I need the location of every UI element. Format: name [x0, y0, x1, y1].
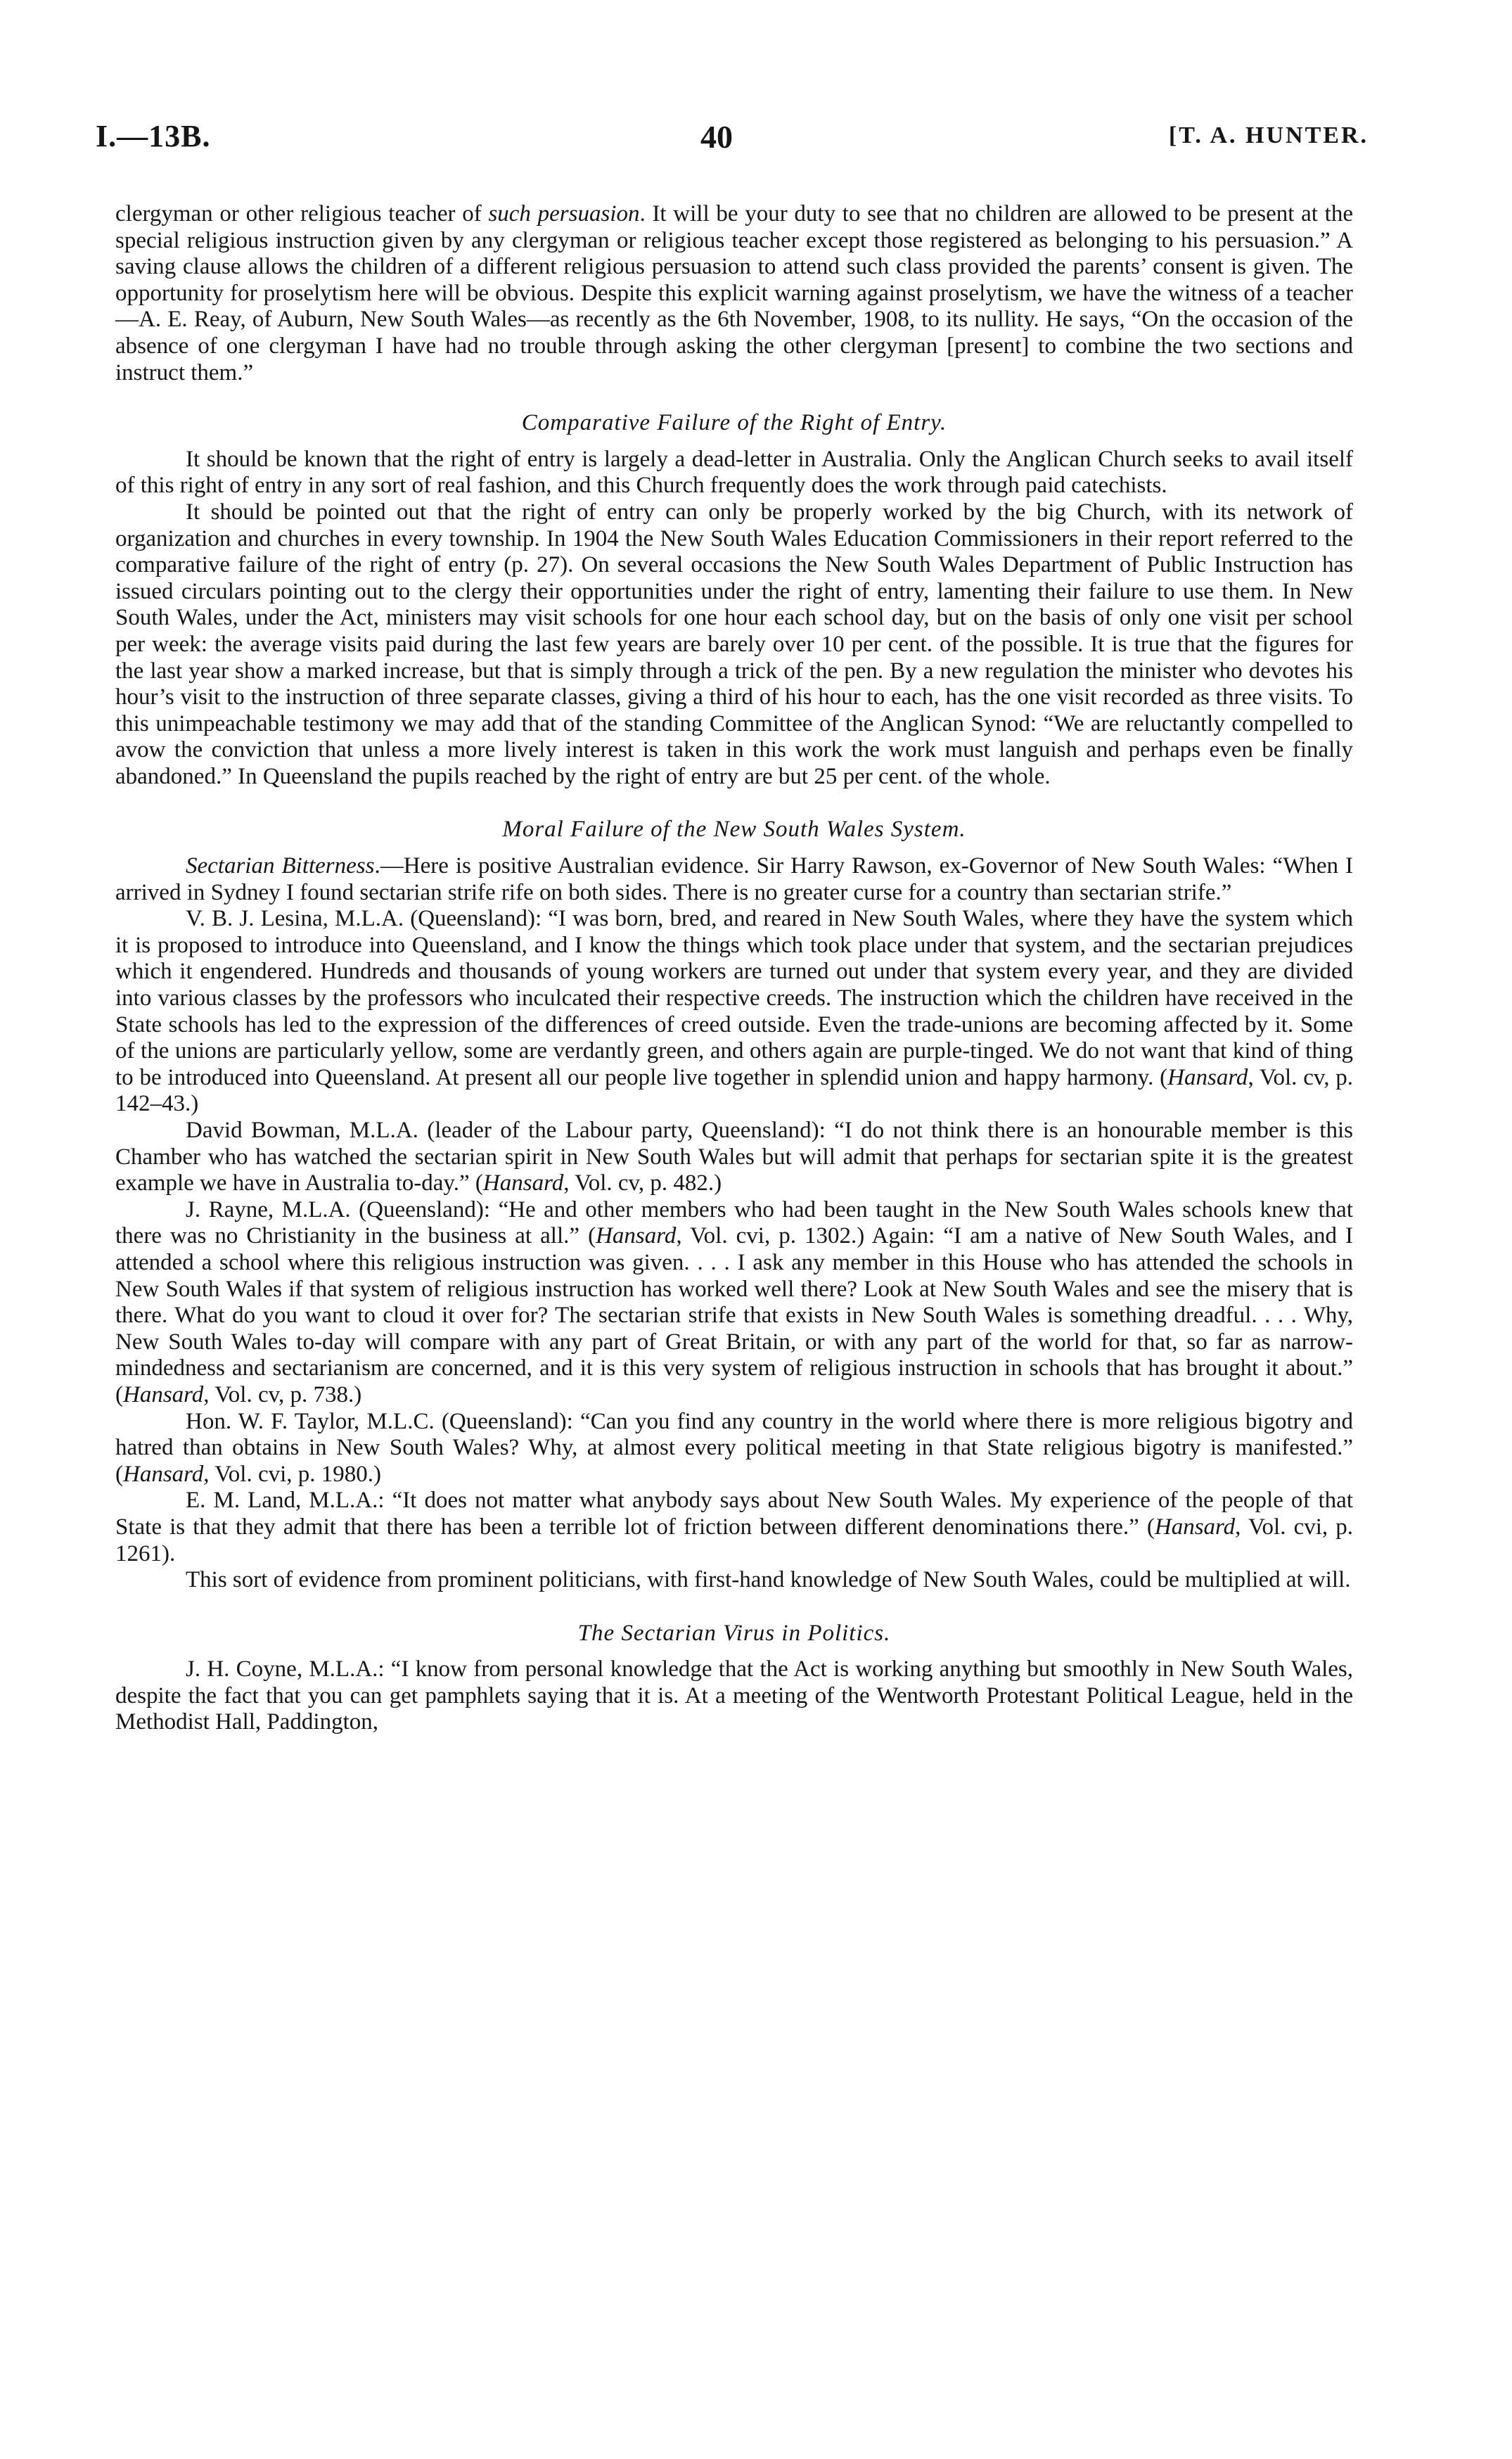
- page-header: [96, 118, 1369, 167]
- page-body: [115, 201, 1353, 1736]
- document-reference: I.—13B.: [96, 119, 211, 153]
- page-number: 40: [700, 119, 733, 155]
- paragraph: Hon. W. F. Taylor, M.L.C. (Queensland): “Can you find any country in the world where there is more religious bigotry and hatred than obtains in New South Wales? Why, at almost every political meeting in that State religious bigotry is manifested.” (Hansard, Vol. cvi, p. 1980.): [115, 1408, 1353, 1487]
- paragraph: This sort of evidence from prominent politicians, with first-hand knowledge of New South Wales, could be multiplied at will.: [186, 1567, 1351, 1593]
- paragraph: J. Rayne, M.L.A. (Queensland): “He and other members who had been taught in the New South Wales schools knew that there was no Christianity in the business at all.” (Hansard, Vol. cvi, p. 1302.) Again: “I am a native of New South Wales, and I attended a school where this religious instruction was given. . . . I ask any member in this House who has attended the schools in New South Wales if that system of religious instruction has worked well there? Look at New South Wales and see the misery that is there. What do you want to cloud it over for? The sectarian strife that exists in New South Wales is something dreadful. . . . Why, New South Wales to-day will compare with any part of Great Britain, or with any part of the world for that, so far as narrow-mindedness and sectarianism are concerned, and it is this very system of religious instruction in schools that has brought it about.” (Hansard, Vol. cv, p. 738.): [115, 1196, 1353, 1407]
- section-heading-right-of-entry: Comparative Failure of the Right of Entry.: [521, 410, 947, 436]
- paragraph: Sectarian Bitterness.—Here is positive Australian evidence. Sir Harry Rawson, ex-Governor of New South Wales: “When I arrived in Sydney I found sectarian strife rife on both sides. There is no greater curse for a country than sectarian strife.”: [115, 853, 1353, 905]
- section-heading-sectarian-virus: The Sectarian Virus in Politics.: [577, 1620, 891, 1646]
- author-name: [T. A. HUNTER.: [1168, 122, 1369, 148]
- paragraph: clergyman or other religious teacher of such persuasion. It will be your duty to see that no children are allowed to be present at the special religious instruction given by any clergyman or religious teacher except those registered as belonging to his persuasion.” A saving clause allows the children of a different religious persuasion to attend such class provided the parents’ consent is given. The opportunity for proselytism here will be obvious. Despite this explicit warning against proselytism, we have the witness of a teacher—A. E. Reay, of Auburn, New South Wales—as recently as the 6th November, 1908, to its nullity. He says, “On the occasion of the absence of one clergyman I have had no trouble through asking the other clergyman [present] to combine the two sections and instruct them.”: [115, 201, 1353, 385]
- section-heading-moral-failure: Moral Failure of the New South Wales System.: [502, 817, 966, 843]
- paragraph: E. M. Land, M.L.A.: “It does not matter what anybody says about New South Wales. My experience of the people of that State is that they admit that there has been a terrible lot of friction between different denominations there.” (Hansard, Vol. cvi, p. 1261).: [115, 1488, 1354, 1566]
- paragraph: J. H. Coyne, M.L.A.: “I know from personal knowledge that the Act is working anything but smoothly in New South Wales, despite the fact that you can get pamphlets saying that it is. At a meeting of the Wentworth Protestant Political League, held in the Methodist Hall, Paddington,: [115, 1656, 1353, 1735]
- paragraph: David Bowman, M.L.A. (leader of the Labour party, Queensland): “I do not think there is an honourable member is this Chamber who has watched the sectarian spirit in New South Wales but will admit that perhaps for sectarian spite it is the greatest example we have in Australia to-day.” (Hansard, Vol. cv, p. 482.): [115, 1118, 1353, 1196]
- paragraph: V. B. J. Lesina, M.L.A. (Queensland): “I was born, bred, and reared in New South Wales, where they have the system which it is proposed to introduce into Queensland, and I know the things which took place under that system, and the sectarian prejudices which it engendered. Hundreds and thousands of young workers are turned out under that system every year, and they are divided into various classes by the professors who inculcated their respective creeds. The instruction which the children have received in the State schools has led to the expression of the differences of creed outside. Even the trade-unions are becoming affected by it. Some of the unions are particularly yellow, some are verdantly green, and others again are purple-tinged. We do not want that kind of thing to be introduced into Queensland. At present all our people live together in splendid union and happy harmony. (Hansard, Vol. cv, p. 142–43.): [115, 906, 1353, 1117]
- paragraph: It should be known that the right of entry is largely a dead-letter in Australia. Only the Anglican Church seeks to avail itself of this right of entry in any sort of real fashion, and this Church frequently does the work through paid catechists.: [115, 446, 1353, 499]
- paragraph: It should be pointed out that the right of entry can only be properly worked by the big Church, with its network of organization and churches in every township. In 1904 the New South Wales Education Commissioners in their report referred to the comparative failure of the right of entry (p. 27). On several occasions the New South Wales Department of Public Instruction has issued circulars pointing out to the clergy their opportunities under the right of entry, lamenting their failure to use them. In New South Wales, under the Act, ministers may visit schools for one hour each school day, but on the basis of only one visit per school per week: the average visits paid during the last few years are barely over 10 per cent. of the possible. It is true that the figures for the last year show a marked increase, but that is simply through a trick of the pen. By a new regulation the minister who devotes his hour’s visit to the instruction of three separate classes, giving a third of his hour to each, has the one visit recorded as three visits. To this unimpeachable testimony we may add that of the standing Committee of the Anglican Synod: “We are reluctantly compelled to avow the conviction that unless a more lively interest is taken in this work the work must languish and perhaps even be finally abandoned.” In Queensland the pupils reached by the right of entry are but 25 per cent. of the whole.: [115, 499, 1353, 789]
